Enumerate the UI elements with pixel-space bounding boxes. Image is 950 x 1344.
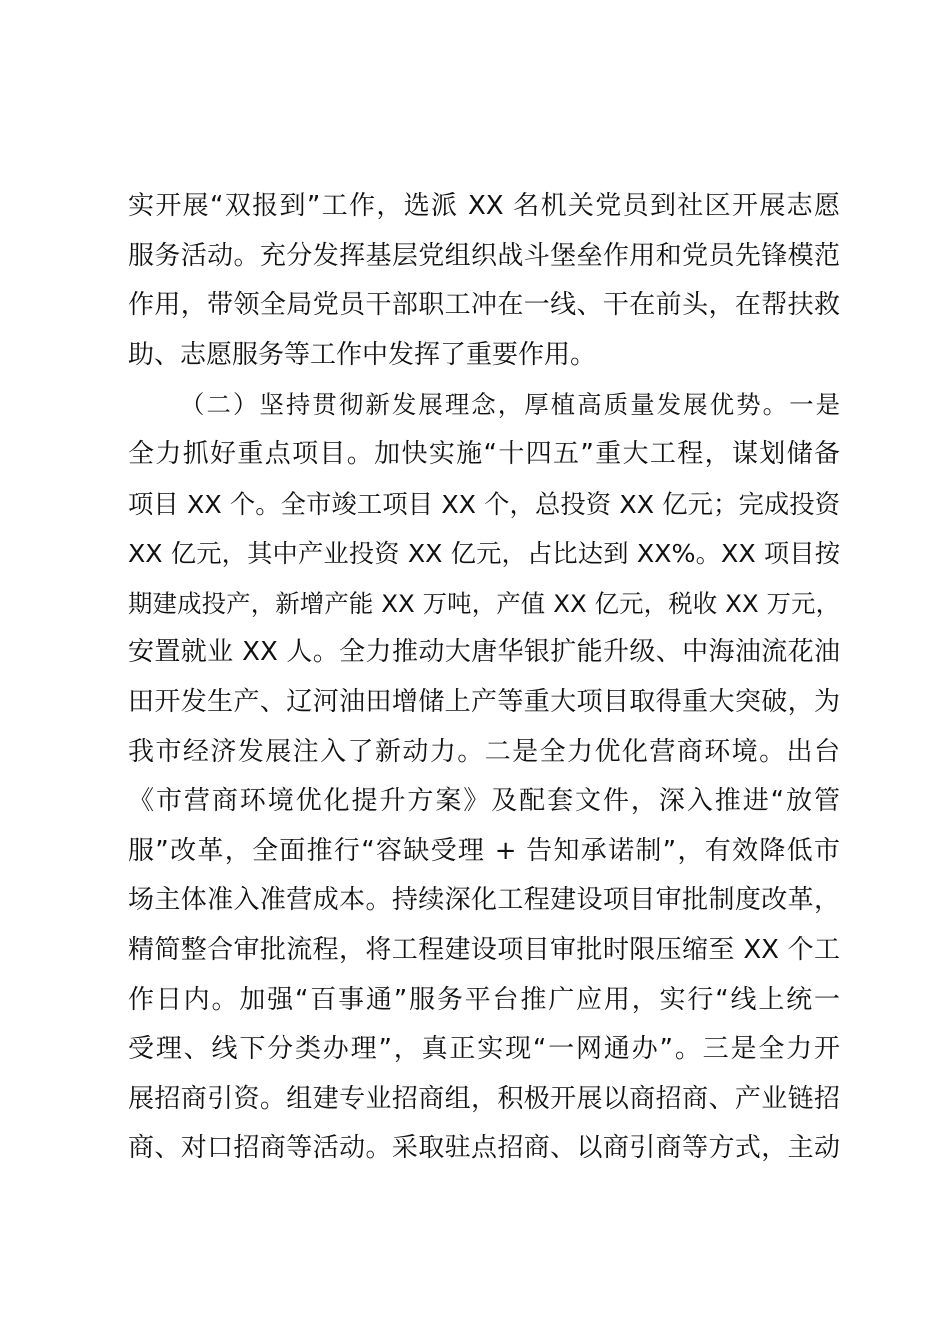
text-line: XX 亿元，其中产业投资 XX 亿元，占比达到 XX%。XX 项目按 (128, 539, 840, 569)
document-body (128, 182, 840, 1174)
section-heading-line: （二）坚持贯彻新发展理念，厚植高质量发展优势。一是 (180, 390, 840, 420)
text-line: 作用，带领全局党员干部职工冲在一线、干在前头，在帮扶救 (128, 290, 840, 321)
text-line: 项目 XX 个。全市竣工项目 XX 个，总投资 XX 亿元；完成投资 (128, 489, 840, 519)
text-line: 精简整合审批流程，将工程建设项目审批时限压缩至 XX 个工 (128, 934, 840, 965)
text-line: 助、志愿服务等工作中发挥了重要作用。 (128, 339, 597, 370)
text-line: 服务活动。充分发挥基层党组织战斗堡垒作用和党员先锋模范 (128, 240, 840, 271)
text-line: 作日内。加强“百事通”服务平台推广应用，实行“线上统一 (128, 984, 840, 1015)
text-line: 田开发生产、辽河油田增储上产等重大项目取得重大突破，为 (128, 686, 840, 717)
text-line: 安置就业 XX 人。全力推动大唐华银扩能升级、中海油流花油 (128, 637, 840, 668)
text-line: 全力抓好重点项目。加快实施“十四五”重大工程，谋划储备 (128, 438, 840, 469)
text-line: 《市营商环境优化提升方案》及配套文件，深入推进“放管 (128, 786, 840, 817)
text-line: 期建成投产，新增产能 XX 万吨，产值 XX 亿元，税收 XX 万元， (128, 588, 840, 618)
text-line: 我市经济发展注入了新动力。二是全力优化营商环境。出台 (128, 736, 840, 767)
text-line: 场主体准入准营成本。持续深化工程建设项目审批制度改革， (128, 885, 840, 916)
text-line: 实开展“双报到”工作，选派 XX 名机关党员到社区开展志愿 (128, 191, 840, 221)
text-line: 展招商引资。组建专业招商组，积极开展以商招商、产业链招 (128, 1083, 840, 1114)
text-line: 受理、线下分类办理”，真正实现“一网通办”。三是全力开 (128, 1034, 840, 1065)
text-line: 商、对口招商等活动。采取驻点招商、以商引商等方式，主动 (128, 1133, 840, 1164)
text-line: 服”改革，全面推行“容缺受理 + 告知承诺制”，有效降低市 (128, 835, 840, 866)
